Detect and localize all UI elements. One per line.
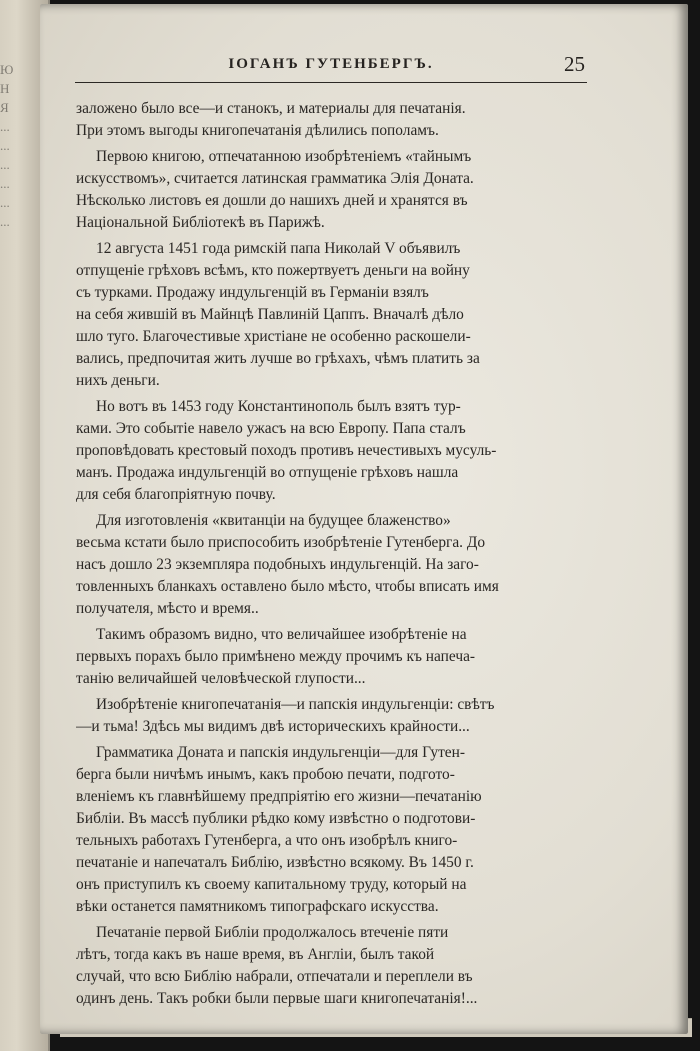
- left-page-fragments: ЮНЯ ... ... ... ... ... ...: [0, 62, 14, 229]
- text-line: для себя благопріятную почву.: [76, 486, 276, 503]
- text-line: тельныхъ работахъ Гутенберга, а что онъ изобрѣлъ книго-: [76, 832, 458, 849]
- page-number: 25: [564, 52, 585, 76]
- text-line: шло туго. Благочестивые христіане не особенно раскошели-: [76, 328, 471, 345]
- text-line: съ турками. Продажу индульгенцій въ Германіи взялъ: [76, 284, 429, 301]
- text-line: нихъ деньги.: [76, 372, 160, 389]
- text-line: При этомъ выгоды книгопечатанія дѣлились пополамъ.: [76, 122, 439, 139]
- text-line: вѣки останется памятникомъ типографскаго искусства.: [76, 898, 439, 915]
- text-line: проповѣдовать крестовый походъ противъ нечестивыхъ мусуль-: [76, 442, 497, 459]
- text-line: случай, что всю Библію набрали, отпечатали и переплели въ: [76, 968, 473, 985]
- text-line: лѣтъ, тогда какъ въ наше время, въ Англіи, былъ такой: [76, 946, 435, 963]
- text-line: ками. Это событіе навело ужасъ на всю Европу. Папа сталъ: [76, 420, 466, 437]
- body-text: [76, 98, 588, 1010]
- text-line: Библіи. Въ массѣ публики рѣдко кому извѣстно о подготови-: [76, 810, 476, 827]
- text-line: Національной Библіотекѣ въ Парижѣ.: [76, 214, 325, 231]
- text-line: Грамматика Доната и папскія индульгенціи—для Гутен-: [96, 744, 465, 761]
- text-line: насъ дошло 23 экземпляра подобныхъ индульгенцій. На заго-: [76, 556, 479, 573]
- text-line: печатаніе и напечаталъ Библію, извѣстно всякому. Въ 1450 г.: [76, 854, 474, 871]
- text-line: манъ. Продажа индульгенцій во отпущеніе грѣховъ нашла: [76, 464, 459, 481]
- text-line: Нѣсколько листовъ ея дошли до нашихъ дней и хранятся въ: [76, 192, 468, 209]
- page-header: [75, 52, 587, 83]
- text-line: отпущеніе грѣховъ всѣмъ, кто пожертвуетъ деньги на войну: [76, 262, 470, 279]
- text-line: одинъ день. Такъ робки были первые шаги книгопечатанія!...: [76, 990, 478, 1007]
- text-line: танію величайшей человѣческой глупости...: [76, 670, 366, 687]
- text-line: вались, предпочитая жить лучше во грѣхахъ, чѣмъ платить за: [76, 350, 480, 367]
- text-line: товленныхъ бланкахъ оставлено было мѣсто, чтобы вписать имя: [76, 578, 499, 595]
- text-line: весьма кстати было приспособить изобрѣтеніе Гутенберга. До: [76, 534, 486, 551]
- running-head: ІОГАНЪ ГУТЕНБЕРГЪ.: [228, 56, 434, 72]
- text-line: берга были ничѣмъ инымъ, какъ пробою печати, подгото-: [76, 766, 455, 783]
- text-line: первыхъ порахъ было примѣнено между прочимъ къ напеча-: [76, 648, 476, 665]
- text-line: 12 августа 1451 года римскій папа Николай V объявилъ: [96, 240, 461, 257]
- text-line: Первою книгою, отпечатанною изобрѣтеніемъ «тайнымъ: [96, 148, 472, 165]
- text-line: Печатаніе первой Библіи продолжалось втеченіе пяти: [96, 924, 449, 941]
- text-line: Но вотъ въ 1453 году Константинополь былъ взятъ тур-: [96, 398, 461, 415]
- text-line: на себя жившій въ Майнцѣ Павлиній Цаппъ. Вначалѣ дѣло: [76, 306, 464, 323]
- text-line: получателя, мѣсто и время..: [76, 600, 259, 617]
- text-line: Для изготовленія «квитанціи на будущее блаженство»: [96, 512, 451, 529]
- text-line: искусствомъ», считается латинская грамматика Элія Доната.: [76, 170, 474, 187]
- text-line: —и тьма! Здѣсь мы видимъ двѣ историческихъ крайности...: [76, 718, 470, 735]
- text-line: вленіемъ къ главнѣйшему предпріятію его жизни—печатанію: [76, 788, 482, 805]
- text-line: Такимъ образомъ видно, что величайшее изобрѣтеніе на: [96, 626, 467, 643]
- text-line: онъ приступилъ къ своему капитальному труду, который на: [76, 876, 467, 893]
- text-line: Изобрѣтеніе книгопечатанія—и папскія индульгенціи: свѣтъ: [96, 696, 495, 713]
- text-line: заложено было все—и станокъ, и материалы для печатанія.: [76, 100, 466, 117]
